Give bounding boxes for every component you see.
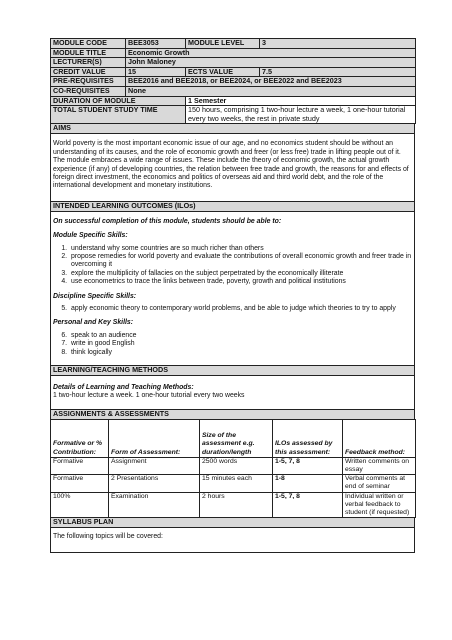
module-info-table (50, 38, 416, 97)
aims-heading: AIMS (51, 124, 415, 134)
module-code: BEE3053 (126, 39, 186, 49)
ilo-item: 6. speak to an audience (69, 332, 412, 340)
personal-skills-heading: Personal and Key Skills: (53, 319, 134, 327)
table-cell: Formative (51, 457, 109, 474)
study-time-label: TOTAL STUDENT STUDY TIME (51, 106, 186, 124)
syllabus-intro: The following topics will be covered: (53, 533, 163, 541)
table-cell: 15 minutes each (200, 475, 273, 492)
module-specific-heading: Module Specific Skills: (53, 232, 128, 240)
table-cell: Examination (109, 492, 200, 518)
module-code-label: MODULE CODE (51, 39, 126, 49)
duration: 1 Semester (186, 96, 416, 106)
module-level: 3 (260, 39, 416, 49)
assessments-table (50, 419, 416, 518)
lecturer: John Maloney (126, 58, 416, 68)
ilo-item: 1. understand why some countries are so much richer than others (69, 245, 412, 253)
duration-table (50, 96, 416, 125)
module-level-label: MODULE LEVEL (186, 39, 260, 49)
table-cell: 2500 words (200, 457, 273, 474)
ects-value-label: ECTS VALUE (186, 67, 260, 77)
aims-text: World poverty is the most important economic issue of our age, and no economics student should be without an understanding of its causes, and the role of economic growth and freer (or less free) trade in lifting people out of it. The module embraces a wide range of issues. These include the theory of economic growth, the actual growth experience (if any) of developing countries, the relation between free trade and growth, the reasons for and effects of foreign direct investment, the economics and politics of overseas aid and third world debt, and the role of the international development and monetary institutions. (53, 140, 409, 190)
module-title-label: MODULE TITLE (51, 48, 126, 58)
table-cell: Verbal comments at end of seminar (343, 475, 416, 492)
table-cell: 1-8 (273, 475, 343, 492)
credit-value: 15 (126, 67, 186, 77)
table-cell: 2 hours (200, 492, 273, 518)
syllabus-table (50, 517, 415, 552)
module-specific-list (53, 245, 412, 287)
table-row (51, 457, 416, 474)
ilo-item: 5. apply economic theory to contemporary world problems, and be able to judge which theories to try to apply (69, 305, 412, 313)
table-cell: Individual written or verbal feedback to student (if requested) (343, 492, 416, 518)
ects-value: 7.5 (260, 67, 416, 77)
discipline-specific-list (53, 305, 412, 313)
ilo-item: 3. explore the multiplicity of fallacies on the subject perpetrated by the economically illiterate (69, 270, 412, 278)
table-row (51, 475, 416, 492)
column-header: Size of the assessment e.g. duration/length (200, 419, 273, 457)
discipline-specific-heading: Discipline Specific Skills: (53, 292, 137, 300)
ilos-intro: On successful completion of this module, students should be able to: (53, 217, 282, 225)
table-cell: Written comments on essay (343, 457, 416, 474)
column-header: Formative or % Contribution: (51, 419, 109, 457)
methods-details: 1 two-hour lecture a week. 1 one-hour tutorial every two weeks (53, 392, 245, 400)
column-header: Feedback method: (343, 419, 416, 457)
module-document (50, 38, 415, 553)
table-cell: 100% (51, 492, 109, 518)
table-cell: 2 Presentations (109, 475, 200, 492)
assessments-heading: ASSIGNMENTS & ASSESSMENTS (51, 409, 415, 419)
column-header: ILOs assessed by this assessment: (273, 419, 343, 457)
ilo-item: 4. use econometrics to trace the links between trade, poverty, growth and political institutions (69, 278, 412, 286)
column-header: Form of Assessment: (109, 419, 200, 457)
methods-heading: LEARNING/TEACHING METHODS (51, 366, 415, 376)
ilo-item: 2. propose remedies for world poverty and evaluate the contributions of overall economic growth and freer trade in overcoming it (69, 253, 412, 270)
table-row (51, 492, 416, 518)
study-time: 150 hours, comprising 1 two-hour lecture a week, 1 one-hour tutorial every two weeks, the rest in private study (186, 106, 416, 124)
methods-details-heading: Details of Learning and Teaching Methods: (53, 384, 194, 392)
credit-value-label: CREDIT VALUE (51, 67, 126, 77)
ilo-item: 7. write in good English (69, 340, 412, 348)
personal-skills-list (53, 332, 412, 357)
lecturer-label: LECTURER(S) (51, 58, 126, 68)
content-table (50, 123, 415, 420)
table-cell: Assignment (109, 457, 200, 474)
table-cell: Formative (51, 475, 109, 492)
corequisites: None (126, 86, 416, 96)
table-cell: 1-5, 7, 8 (273, 492, 343, 518)
syllabus-heading: SYLLABUS PLAN (51, 518, 415, 528)
prerequisites-label: PRE-REQUISITES (51, 77, 126, 87)
ilos-heading: INTENDED LEARNING OUTCOMES (ILOs) (51, 201, 415, 211)
corequisites-label: CO-REQUISITES (51, 86, 126, 96)
table-cell: 1-5, 7, 8 (273, 457, 343, 474)
ilo-item: 8. think logically (69, 349, 412, 357)
module-title: Economic Growth (126, 48, 416, 58)
prerequisites: BEE2016 and BEE2018, or BEE2024, or BEE2022 and BEE2023 (126, 77, 416, 87)
duration-label: DURATION OF MODULE (51, 96, 186, 106)
